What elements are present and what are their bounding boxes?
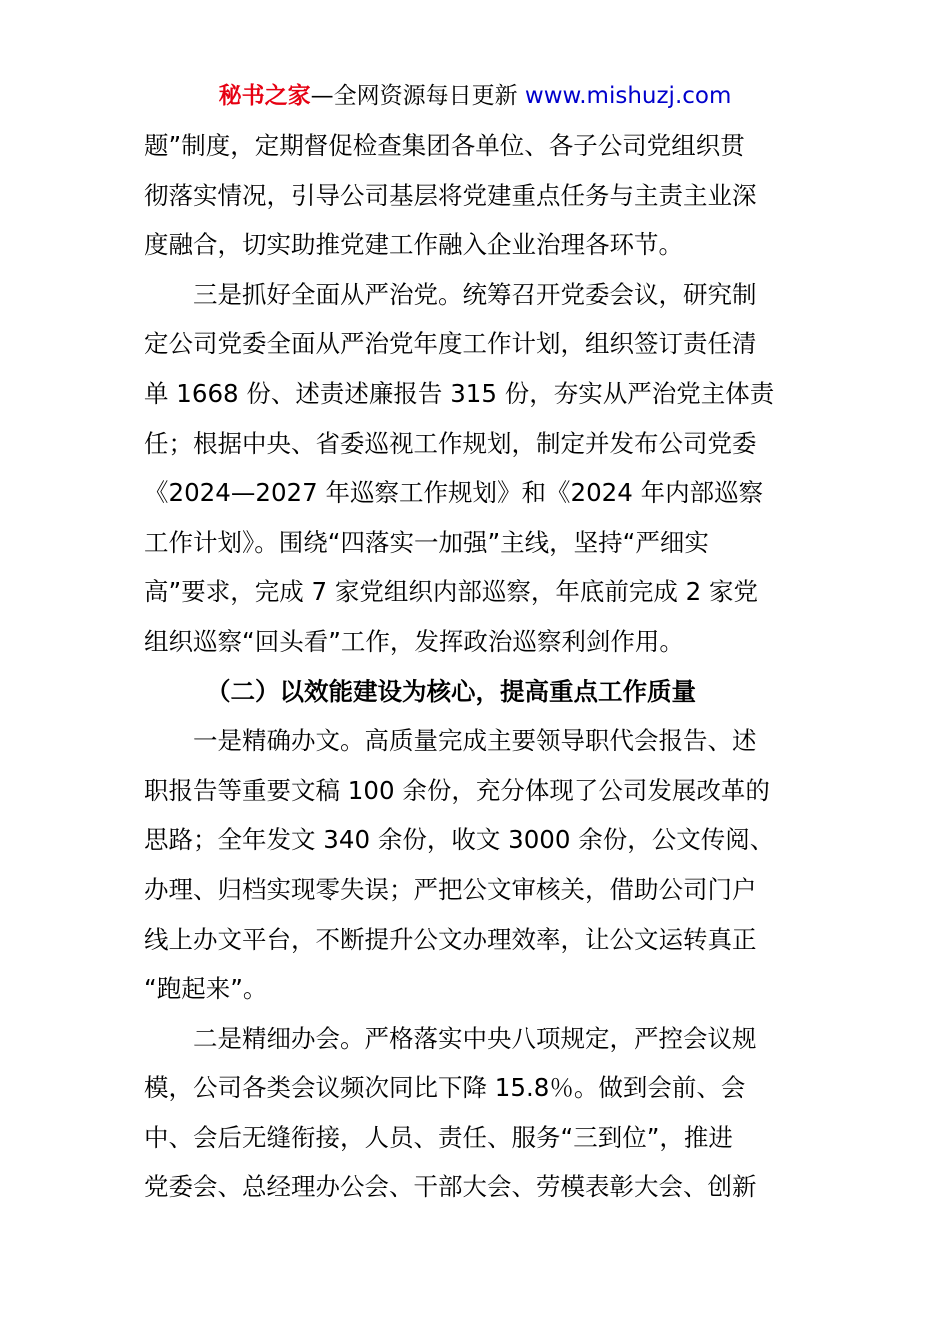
site-url[interactable]: www.mishuzj.com [517, 83, 732, 109]
text-line: 组织巡察“回头看”工作，发挥政治巡察利剑作用。 [144, 626, 684, 656]
text-line: “跑起来”。 [144, 974, 268, 1004]
text-line: 任；根据中央、省委巡视工作规划，制定并发布公司党委 [144, 428, 757, 458]
text-line: 职报告等重要文稿 100 余份，充分体现了公司发展改革的 [144, 775, 770, 805]
text-line: 模，公司各类会议频次同比下降 15.8％。做到会前、会 [144, 1073, 746, 1103]
section-heading: （二）以效能建设为核心，提高重点工作质量 [206, 676, 696, 706]
text-line: 《2024—2027 年巡察工作规划》和《2024 年内部巡察 [144, 478, 764, 508]
text-line: 线上办文平台，不断提升公文办理效率，让公文运转真正 [144, 924, 757, 954]
paragraph-start-line: 一是精确办文。高质量完成主要领导职代会报告、述 [193, 726, 757, 756]
text-line: 思路；全年发文 340 余份，收文 3000 余份，公文传阅、 [144, 825, 775, 855]
paragraph-start-line: 三是抓好全面从严治党。统筹召开党委会议，研究制 [193, 279, 757, 309]
text-line: 党委会、总经理办公会、干部大会、劳模表彰大会、创新 [144, 1172, 757, 1202]
text-line: 定公司党委全面从严治党年度工作计划，组织签订责任清 [144, 329, 757, 359]
text-line: 工作计划》。围绕“四落实一加强”主线，坚持“严细实 [144, 527, 709, 557]
text-line: 中、会后无缝衔接，人员、责任、服务“三到位”，推进 [144, 1122, 733, 1152]
brand-name: 秘书之家 [218, 83, 311, 109]
text-line: 彻落实情况，引导公司基层将党建重点任务与主责主业深 [144, 180, 757, 210]
text-line: 度融合，切实助推党建工作融入企业治理各环节。 [144, 230, 683, 260]
text-line: 题”制度，定期督促检查集团各单位、各子公司党组织贯 [144, 131, 745, 160]
document-body [144, 121, 808, 1212]
page-header [0, 78, 950, 114]
header-tagline: —全网资源每日更新 [310, 83, 518, 109]
text-line: 办理、归档实现零失误；严把公文审核关，借助公司门户 [144, 874, 757, 904]
text-line: 高”要求，完成 7 家党组织内部巡察，年底前完成 2 家党 [144, 577, 759, 607]
text-line: 单 1668 份、述责述廉报告 315 份，夯实从严治党主体责 [144, 378, 775, 408]
paragraph-start-line: 二是精细办会。严格落实中央八项规定，严控会议规 [193, 1023, 757, 1053]
